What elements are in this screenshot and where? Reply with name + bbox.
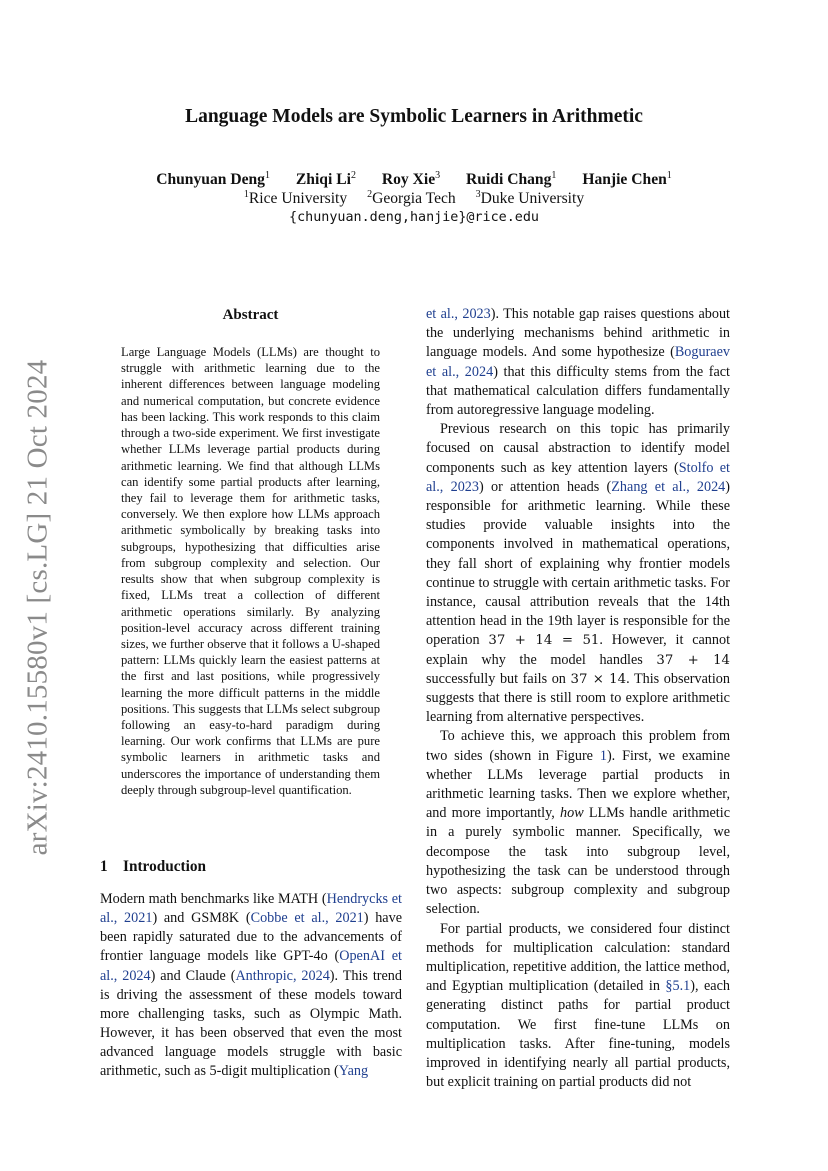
arxiv-identifier-text: arXiv:2410.15580v1 [cs.LG] 21 Oct 2024	[21, 359, 54, 855]
author: Zhiqi Li$^2$	[295, 169, 356, 188]
author: Chunyuan Deng$^1$	[156, 169, 270, 188]
author-list	[0, 171, 828, 189]
author: Hanjie Chen$^1$	[582, 169, 672, 188]
citation-link[interactable]: Stolfo et al., 2023	[426, 459, 730, 495]
section-reference-link[interactable]: §5.1	[665, 978, 691, 995]
math-expression: 37 + 14 = 51	[488, 633, 600, 649]
abstract-text: Large Language Models (LLMs) are thought to struggle with arithmetic learning due to the inherent differences between language modeling and numerical computation, but concrete evidence has been lacking. This work responds to this claim through a two-side experiment. We first investigate whether LLMs leverage partial products during arithmetic learning. We find that although LLMs can identify some partial products after learning, they fail to leverage them for arithmetic tasks, conversely. We then explore how LLMs approach arithmetic symbolically by breaking tasks into subgroups, hypothesizing that difficulties arise from subgroup complexity and selection. Our results show that when subgroup complexity is fixed, LLMs treat a collection of different arithmetic operations similarly. By analyzing position-level accuracy across different training sizes, we further observe that it follows a U-shaped pattern: LLMs quickly learn the easiest patterns at the first and last positions, while progressively learning the more difficult patterns in the middle positions. This suggests that LLMs select subgroup following an easy-to-hard paradigm during learning. Our work confirms that LLMs are pure symbolic learners in arithmetic tasks and underscores the importance of understanding them deeply through subgroup-level quantification.	[121, 345, 380, 797]
citation-link[interactable]: Boguraev et al., 2024	[426, 344, 730, 380]
citation-link[interactable]: Anthropic, 2024	[235, 967, 330, 984]
citation-link[interactable]: et al., 2023	[426, 306, 491, 322]
paper-title: Language Models are Symbolic Learners in Arithmetic	[185, 106, 643, 127]
section-title: Introduction	[123, 858, 207, 875]
author: Ruidi Chang$^1$	[466, 169, 557, 188]
intro-paragraph: et al., 2023). This notable gap raises questions about the underlying mechanisms behind arithmetic in language models. And some hypothesize (Boguraev et al., 2024) that this difficulty stems from the fact that mathematical calculation differs fundamentally from autoregressive language modeling.	[426, 306, 731, 419]
citation-link[interactable]: Yang	[338, 1063, 369, 1080]
affiliation-list	[0, 190, 828, 208]
intro-paragraph: For partial products, we considered four distinct methods for multiplication calculation: standard multiplication, repetitive addition, the lattice method, and Egyptian multiplication (detailed in §5.1), each generating distinct paths for partial product computation. We first fine-tune LLMs on multiplication tasks. After fine-tuning, models improved in identifying nearly all partial products, but explicit training on partial products did not	[426, 920, 730, 1091]
section-number: 1	[100, 858, 108, 875]
affiliation: $^1$Rice University	[243, 188, 348, 207]
citation-link[interactable]: OpenAI et al., 2024	[100, 948, 402, 984]
contact-email: {chunyuan.deng,hanjie}@rice.edu	[289, 210, 539, 225]
citation-link[interactable]: Cobbe et al., 2021	[250, 910, 364, 927]
abstract-heading: Abstract	[222, 307, 279, 323]
intro-left-column	[100, 890, 402, 1082]
intro-right-column	[426, 305, 730, 1092]
intro-paragraph: Modern math benchmarks like MATH (Hendrycks et al., 2021) and GSM8K (Cobbe et al., 2021) have been rapidly saturated due to the advancements of frontier language models like GPT-4o (OpenAI et al., 2024) and Claude (Anthropic, 2024). This trend is driving the assessment of these models toward more challenging tasks, such as Olympic Math. However, it has been observed that even the most advanced language models struggle with basic arithmetic, such as 5-digit multiplication (Yang	[100, 891, 403, 1080]
citation-link[interactable]: Hendrycks et al., 2021	[100, 891, 403, 927]
affiliation: $^3$Duke University	[475, 188, 585, 207]
math-expression: 37 × 14	[570, 671, 627, 687]
affiliation: $^2$Georgia Tech	[367, 188, 456, 207]
section-heading-introduction	[100, 858, 206, 876]
author: Roy Xie$^3$	[381, 169, 441, 188]
intro-paragraph: Previous research on this topic has primarily focused on causal abstraction to identify model components such as key attention layers (Stolfo et al., 2023) or attention heads (Zhang et al., 2024) responsible for arithmetic learning. While these studies provide valuable insights into the components involved in mathematical operations, they fall short of explaining why frontier models continue to struggle with certain arithmetic tasks. For instance, causal attribution reveals that the 14th attention head in the 19th layer is responsible for the operation 37 + 14 = 51. However, it cannot explain why the model handles 37 + 14 successfully but fails on 37 × 14. This observation suggests that there is still room to explore arithmetic learning from alternative perspectives.	[426, 421, 731, 726]
figure-reference-link[interactable]: 1	[599, 747, 607, 764]
citation-link[interactable]: Zhang et al., 2024	[611, 478, 726, 495]
math-expression: 37 + 14	[656, 652, 730, 668]
arxiv-identifier-stamp	[16, 359, 60, 855]
intro-paragraph: To achieve this, we approach this problem from two sides (shown in Figure 1). First, we examine whether LLMs leverage partial products in arithmetic learning tasks. Then we explore whether, and more importantly, how LLMs handle arithmetic in a purely symbolic manner. Specifically, we decompose the task into subgroup level, hypothesizing the task can be understood through two aspects: subgroup complexity and subgroup selection.	[426, 728, 730, 918]
